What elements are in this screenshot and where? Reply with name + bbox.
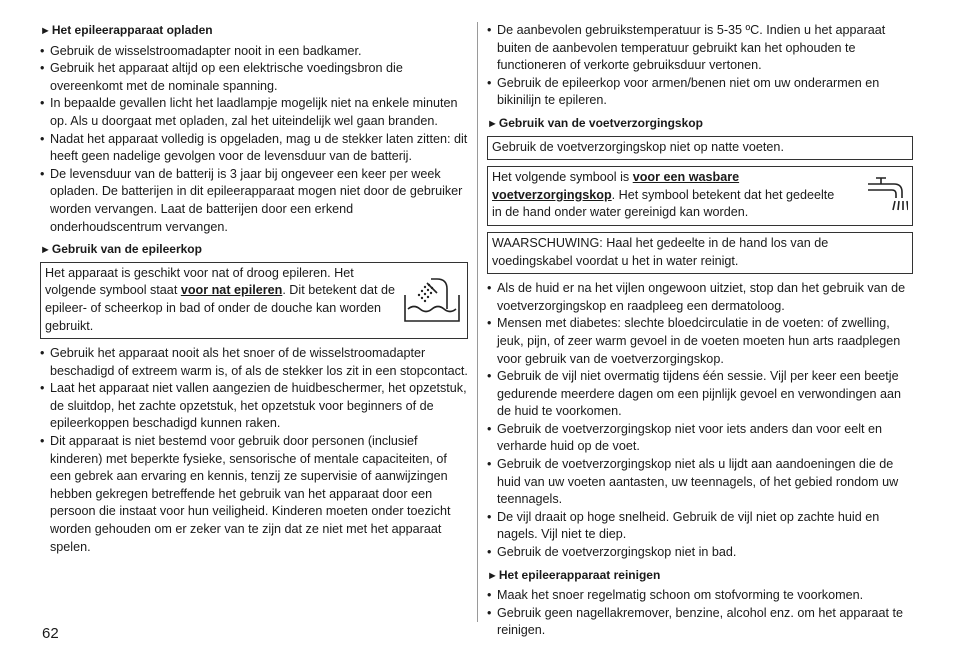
list-item: • De aanbevolen gebruikstemperatuur is 5-35 ºC. Indien u het apparaat buiten de aanbevolen temperatuur gebruikt kan het ophouden te functioneren of verkorte gebruiksduur vertonen. [487,23,886,73]
charging-list [40,43,468,237]
list-item: • Gebruik de voetverzorgingskop niet voor iets anders dan voor eelt en verharde huid op de voet. [487,421,883,454]
list-item: • De vijl draait op hoge snelheid. Gebruik de vijl niet op zachte huid en nagels. Vijl niet te diep. [487,509,880,542]
section-heading-epilation-head: ►Gebruik van de epileerkop [40,242,202,257]
column-divider [477,22,478,622]
triangle-icon: ► [487,569,498,582]
list-item: • Gebruik de wisselstroomadapter nooit in een badkamer. [40,43,362,58]
list-item: • Nadat het apparaat volledig is opgeladen, mag u de stekker laten zitten: dit heeft geen nadelige gevolgen voor de levensduur van de batterij. [40,131,468,164]
list-item: • De levensduur van de batterij is 3 jaar bij ongeveer een keer per week opladen. De batterijen in dit epileerapparaat mogen niet door de gebruiker worden vervangen. Laat de batterijen door een erkend onderhoudscentrum vervangen. [40,166,463,234]
list-item: • Gebruik de epileerkop voor armen/benen niet om uw onderarmen en bikinilijn te epileren. [487,75,880,108]
triangle-icon: ► [487,117,498,130]
cleaning-list [487,587,913,640]
temperature-list [487,22,913,110]
list-item: • Gebruik de voetverzorgingskop niet als u lijdt aan aandoeningen die de huid van uw voeten aantasten, uw teennagels, of het gebied rondom uw teennagels. [487,457,899,507]
triangle-icon: ► [40,25,51,37]
list-item: • Gebruik de voetverzorgingskop niet in bad. [487,545,737,560]
right-column [487,22,913,640]
list-item: • Maak het snoer regelmatig schoon om stofvorming te voorkomen. [487,588,864,603]
list-item: • Gebruik het apparaat altijd op een elektrische voedingsbron die overeenkomt met de nominale spanning. [40,61,403,93]
usage-list [40,345,468,556]
section-heading-foot-care: ►Gebruik van de voetverzorgingskop [487,115,703,130]
list-item: • Mensen met diabetes: slechte bloedcirculatie in de voeten: of zwelling, jeuk, pijn, of zeer warm gevoel in de voeten moeten hun arts raadplegen voor gebruik van de voetverzorgingskop. [487,316,901,366]
list-item: • Dit apparaat is niet bestemd voor gebruik door personen (inclusief kinderen) met beperkte fysieke, sensorische of mentale capaciteiten, of een gebrek aan ervaring en kennis, tenzij ze supervisie of aanwijzingen hebben gekregen betreffende het gebruik van het apparaat door een persoon die instaat voor hun veiligheid. Kinderen moeten onder toezicht worden gehouden om er zeker van te zijn dat ze niet met het apparaat spelen. [40,434,451,554]
page-number: 62 [42,625,59,642]
section-heading-charging: ►Het epileerapparaat opladen [40,23,213,37]
section-heading-cleaning: ►Het epileerapparaat reinigen [487,567,661,582]
list-item: • Als de huid er na het vijlen ongewoon uitziet, stop dan het gebruik van de voetverzorgingskop en raadpleeg een dermatoloog. [487,281,906,313]
list-item: • Gebruik de vijl niet overmatig tijdens één sessie. Vijl per keer een beetje gedurende meerdere dagen om een pijnlijk gevoel en verwondingen aan de huid te voorkomen. [487,369,901,419]
shower-bath-icon [401,275,463,325]
list-item: • In bepaalde gevallen licht het laadlampje mogelijk niet na enkele minuten op. Als u doorgaat met opladen, zal het uiteindelijk wel gaan branden. [40,96,458,128]
washable-notice-box: Het volgende symbool is voor een wasbare voetverzorgingskop. Het symbool betekent dat het gedeelte in de hand onder water gereinigd kan worden. [487,166,913,226]
list-item: • Laat het apparaat niet vallen aangezien de huidbeschermer, het opzetstuk, de sluitdop, het zachte opzetstuk, het opzetstuk voor beginners of de epileerkoppen beschadigd kunnen raken. [40,381,467,431]
foot-care-list [487,280,913,562]
left-column [40,22,468,556]
triangle-icon: ► [40,244,51,257]
dry-feet-notice-box: Gebruik de voetverzorgingskop niet op natte voeten. [487,136,913,161]
faucet-icon [864,174,908,218]
list-item: • Gebruik geen nagellakremover, benzine, alcohol enz. om het apparaat te reinigen. [487,605,904,638]
list-item: • Gebruik het apparaat nooit als het snoer of de wisselstroomadapter beschadigd of extreem warm is, of als de stekker los zit in een stopcontact. [40,346,468,378]
warning-box: WAARSCHUWING: Haal het gedeelte in de hand los van de voedingskabel voordat u het in water reinigt. [487,232,913,274]
wet-epilation-notice-box: Het apparaat is geschikt voor nat of droog epileren. Het volgende symbool staat voor nat epileren. Dit betekent dat de epileer- of scheerkop in bad of onder de douche kan worden gebruikt. [40,262,468,339]
